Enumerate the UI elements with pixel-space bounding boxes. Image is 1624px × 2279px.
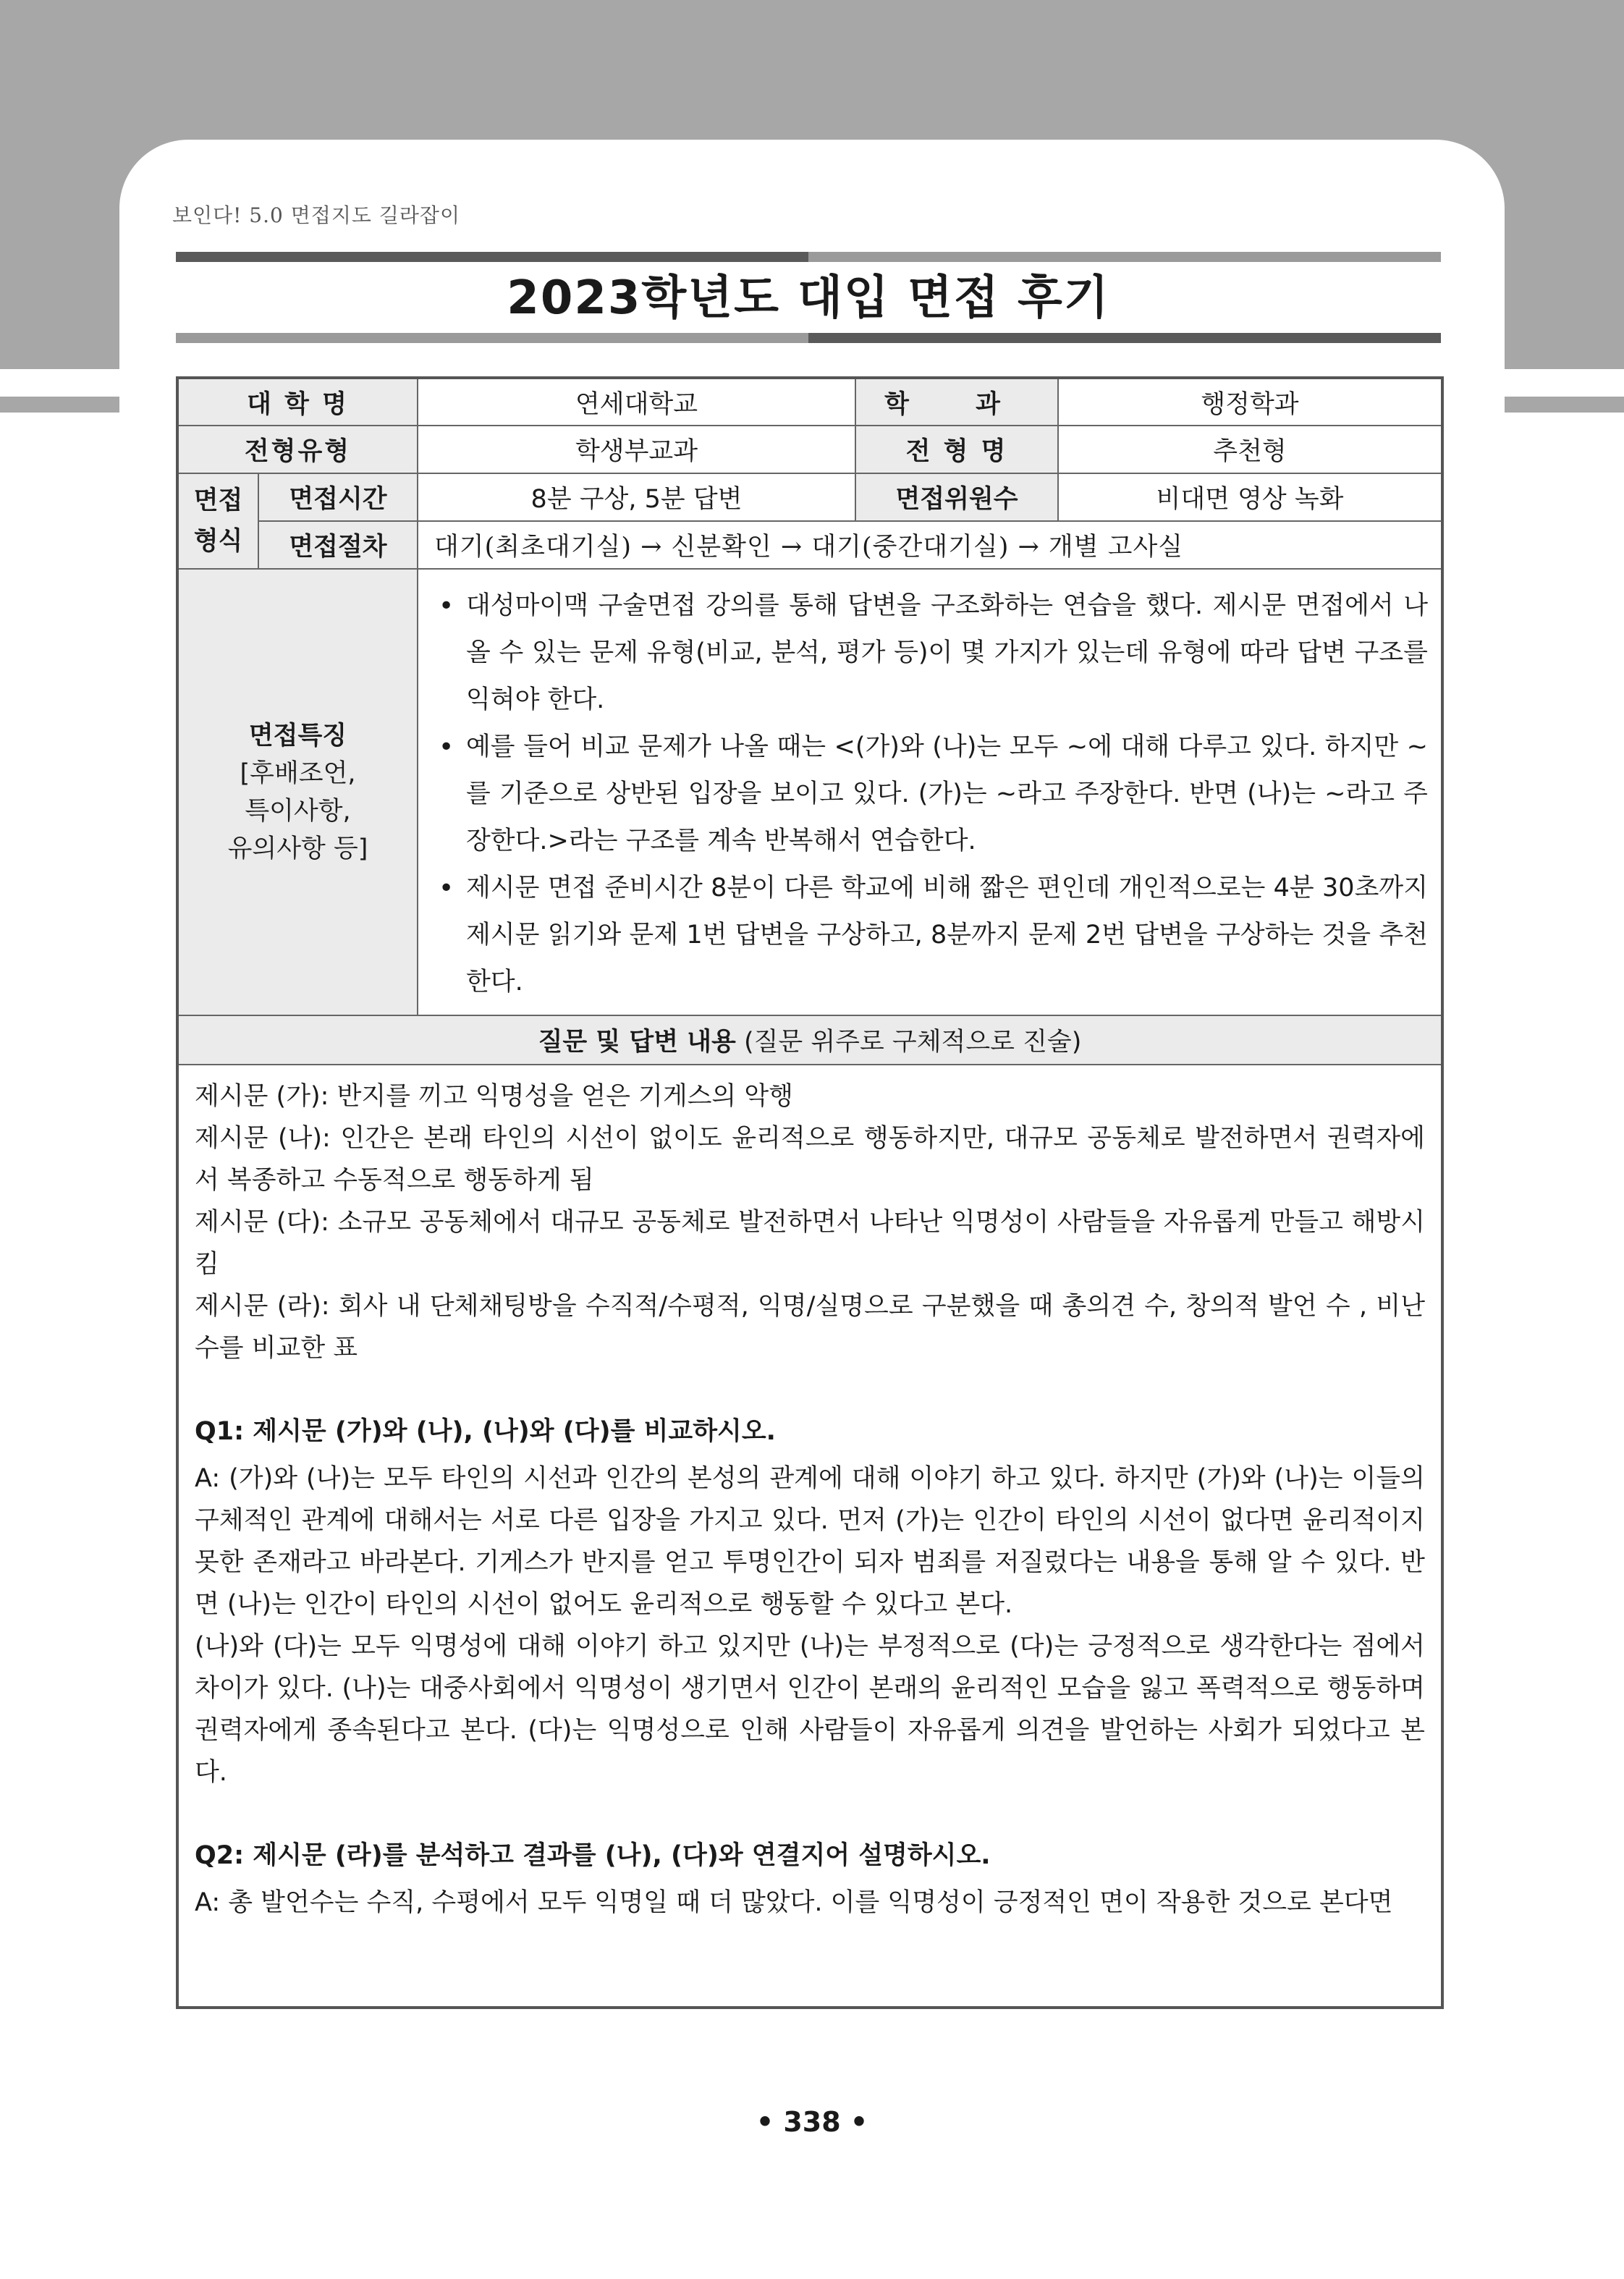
- row-admission-type: [177, 426, 1442, 473]
- label-interview-format: [177, 473, 258, 569]
- features-content: [418, 569, 1442, 1015]
- row-features: [177, 569, 1442, 1015]
- document-title: 2023학년도 대입 면접 후기: [507, 271, 1110, 325]
- label-interview-procedure: 면접절차: [258, 521, 418, 569]
- qa-section-header: [177, 1015, 1442, 1065]
- title-rule-top: [176, 252, 1441, 262]
- label-admission-name: 전 형 명: [855, 426, 1058, 473]
- feature-item: • 제시문 면접 준비시간 8분이 다른 학교에 비해 짧은 편인데 개인적으로는 4분 30초까지 제시문 읽기와 문제 1번 답변을 구상하고, 8분까지 문제 2번 답변을 구상하는 것을 추천한다.: [466, 865, 1428, 1006]
- label-interview-time: 면접시간: [258, 473, 418, 521]
- row-interview-procedure: [177, 521, 1442, 569]
- passage-ga: 제시문 (가): 반지를 끼고 익명성을 얻은 기게스의 악행: [195, 1082, 793, 1111]
- row-qa-header: [177, 1015, 1442, 1065]
- value-university: 연세대학교: [418, 378, 855, 426]
- label-panel-count: 면접위원수: [855, 473, 1058, 521]
- features-label-line-4: 유의사항 등]: [227, 834, 368, 863]
- question-1: Q1: 제시문 (가)와 (나), (나)와 (다)를 비교하시오.: [195, 1417, 776, 1446]
- question-2: Q2: 제시문 (라)를 분석하고 결과를 (나), (다)와 연결지어 설명하시오.: [195, 1841, 991, 1870]
- row-qa-body: [177, 1065, 1442, 2008]
- answer-1-paragraph-1: A: (가)와 (나)는 모두 타인의 시선과 인간의 본성의 관계에 대해 이야기 하고 있다. 하지만 (가)와 (나)는 이들의 구체적인 관계에 대해서는 서로 다른 입장을 가지고 있다. 먼저 (가)는 인간이 타인의 시선이 없다면 윤리적이지 못한 존재라고 바라본다. 기게스가 반지를 얻고 투명인간이 되자 범죄를 저질렀다는 내용을 통해 알 수 있다. 반면 (나)는 인간이 타인의 시선이 없어도 윤리적으로 행동할 수 있다고 본다.: [195, 1464, 1425, 1619]
- value-interview-time: 8분 구상, 5분 답변: [418, 473, 855, 521]
- passage-da: 제시문 (다): 소규모 공동체에서 대규모 공동체로 발전하면서 나타난 익명성이 사람들을 자유롭게 만들고 해방시킴: [195, 1208, 1425, 1279]
- interview-review-table: [176, 376, 1444, 2009]
- value-admission-name: 추천형: [1058, 426, 1442, 473]
- qa-content: [177, 1065, 1442, 2008]
- page-number: • 338 •: [756, 2106, 868, 2138]
- row-interview-time: [177, 473, 1442, 521]
- label-format-line-1: 면접: [193, 486, 243, 515]
- qa-header-note: (질문 위주로 구체적으로 진술): [735, 1028, 1082, 1057]
- value-department: 행정학과: [1058, 378, 1442, 426]
- passage-ra: 제시문 (라): 회사 내 단체채팅방을 수직적/수평적, 익명/실명으로 구분했을 때 총의견 수, 창의적 발언 수 , 비난 수를 비교한 표: [195, 1292, 1425, 1363]
- label-department: 학 과: [855, 378, 1058, 426]
- label-admission-type: 전형유형: [177, 426, 418, 473]
- spacer: [195, 1793, 1425, 1830]
- value-panel-count: 비대면 영상 녹화: [1058, 473, 1442, 521]
- label-features: [177, 569, 418, 1015]
- feature-item: • 예를 들어 비교 문제가 나올 때는 <(가)와 (나)는 모두 ~에 대해 다루고 있다. 하지만 ~를 기준으로 상반된 입장을 보이고 있다. (가)는 ~라고 주장한다. 반면 (나)는 ~라고 주장한다.>라는 구조를 계속 반복해서 연습한다.: [466, 724, 1428, 865]
- feature-item: • 대성마이맥 구술면접 강의를 통해 답변을 구조화하는 연습을 했다. 제시문 면접에서 나올 수 있는 문제 유형(비교, 분석, 평가 등)이 몇 가지가 있는데 유형에 따라 답변 구조를 익혀야 한다.: [466, 583, 1428, 724]
- label-university: 대 학 명: [177, 378, 418, 426]
- row-university: [177, 378, 1442, 426]
- right-edge-tab: [1505, 397, 1624, 413]
- features-label-line-3: 특이사항,: [245, 796, 351, 826]
- spacer: [195, 1369, 1425, 1405]
- passage-na: 제시문 (나): 인간은 본래 타인의 시선이 없이도 윤리적으로 행동하지만, 대규모 공동체로 발전하면서 권력자에서 복종하고 수동적으로 행동하게 됨: [195, 1124, 1425, 1195]
- label-format-line-2: 형식: [193, 527, 243, 556]
- qa-header-title: 질문 및 답변 내용: [538, 1028, 736, 1057]
- answer-1-paragraph-2: (나)와 (다)는 모두 익명성에 대해 이야기 하고 있지만 (나)는 부정적으로 (다)는 긍정적으로 생각한다는 점에서 차이가 있다. (나)는 대중사회에서 익명성이 생기면서 인간이 본래의 윤리적인 모습을 잃고 폭력적으로 행동하며 권력자에게 종속된다고 본다. (다)는 익명성으로 인해 사람들이 자유롭게 의견을 발언하는 사회가 되었다고 본다.: [195, 1632, 1425, 1787]
- left-edge-tab: [0, 397, 119, 413]
- value-interview-procedure: 대기(최초대기실) → 신분확인 → 대기(중간대기실) → 개별 고사실: [418, 521, 1442, 569]
- title-rule-bottom: [176, 333, 1441, 343]
- features-list: [418, 570, 1441, 1015]
- running-header: 보인다! 5.0 면접지도 길라잡이: [172, 203, 461, 227]
- answer-2-paragraph-1: A: 총 발언수는 수직, 수평에서 모두 익명일 때 더 많았다. 이를 익명성이 긍정적인 면이 작용한 것으로 본다면: [195, 1888, 1393, 1917]
- value-admission-type: 학생부교과: [418, 426, 855, 473]
- features-label-line-1: 면접특징: [248, 721, 347, 750]
- features-label-line-2: [후배조언,: [240, 758, 356, 788]
